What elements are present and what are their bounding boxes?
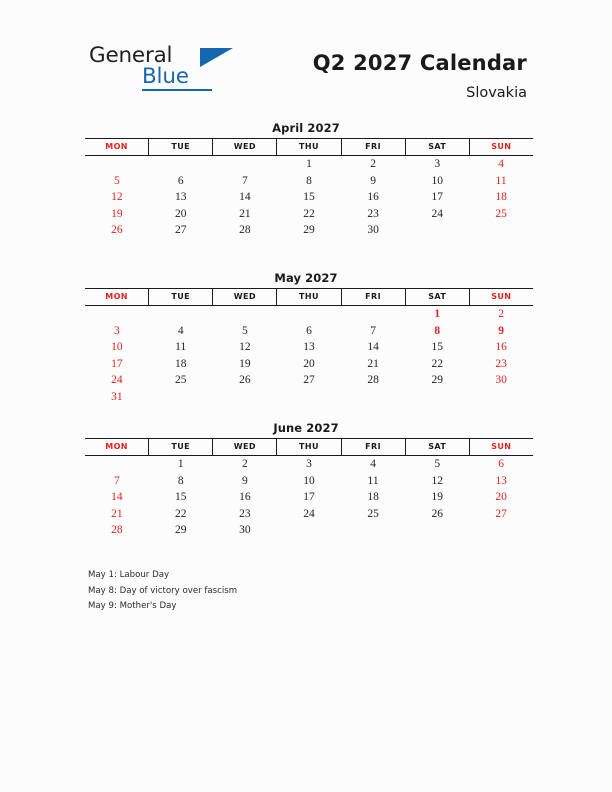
month-title: June 2027	[273, 421, 339, 435]
calendar-day-cell[interactable]: 6	[306, 324, 312, 337]
calendar-header-row	[85, 139, 533, 156]
calendar-day-cell[interactable]: 19	[111, 207, 123, 220]
calendar-day-empty	[405, 389, 469, 406]
calendar-week-row	[85, 389, 533, 406]
general-blue-logo[interactable]	[89, 44, 279, 96]
weekday-header-row	[85, 139, 533, 156]
month-block-may	[85, 270, 527, 405]
calendar-day-cell[interactable]: 29	[303, 224, 315, 236]
triangle-icon	[200, 48, 233, 67]
weekday-header-wed: WED	[213, 289, 277, 306]
weekday-header-thu: THU	[277, 439, 341, 456]
weekday-header-sat: SAT	[405, 139, 469, 156]
calendar-day-cell[interactable]: 24	[303, 507, 315, 520]
calendar-day-cell[interactable]: 1	[177, 458, 184, 470]
calendar-day-cell[interactable]: 2	[241, 458, 248, 470]
calendar-day-cell[interactable]: 7	[370, 324, 376, 337]
logo-word-blue: Blue	[142, 64, 189, 89]
calendar-day-cell[interactable]: 12	[111, 191, 123, 203]
calendar-day-cell[interactable]: 17	[431, 191, 443, 203]
calendar-day-empty	[341, 389, 405, 406]
holiday-legend-item: May 9: Mother's Day	[88, 601, 177, 611]
weekday-header-fri: FRI	[341, 139, 405, 156]
weekday-header-tue: TUE	[149, 439, 213, 456]
calendar-day-cell[interactable]: 24	[431, 207, 443, 220]
calendar-day-cell[interactable]: 31	[111, 390, 123, 403]
weekday-header-thu: THU	[277, 139, 341, 156]
calendar-day-cell[interactable]: 13	[495, 474, 507, 487]
calendar-day-empty	[85, 456, 149, 473]
weekday-header-sun: SUN	[469, 139, 533, 156]
calendar-week-row	[85, 456, 533, 473]
calendar-day-cell[interactable]: 1	[306, 158, 312, 170]
calendar-day-cell[interactable]: 10	[111, 341, 123, 353]
weekday-header-tue: TUE	[149, 139, 213, 156]
calendar-week-row	[85, 306, 533, 323]
weekday-header-mon: MON	[85, 439, 149, 456]
calendar-body	[85, 456, 533, 539]
calendar-day-cell[interactable]: 23	[239, 507, 251, 520]
calendar-day-cell[interactable]: 6	[177, 174, 184, 187]
weekday-header-fri: FRI	[341, 439, 405, 456]
calendar-day-cell[interactable]: 16	[239, 491, 251, 503]
calendar-day-cell[interactable]: 8	[177, 474, 184, 487]
calendar-day-cell[interactable]: 6	[498, 458, 504, 470]
calendar-day-cell[interactable]: 2	[370, 158, 376, 170]
calendar-day-cell[interactable]: 22	[431, 357, 443, 370]
calendar-day-cell[interactable]: 5	[434, 458, 441, 470]
calendar-day-cell[interactable]: 4	[177, 324, 184, 337]
calendar-week-row	[85, 356, 533, 373]
calendar-day-cell[interactable]: 3	[113, 324, 120, 337]
logo-word-general: General	[89, 43, 173, 68]
calendar-day-empty	[405, 522, 469, 539]
calendar-day-empty	[85, 156, 149, 173]
calendar-week-row	[85, 156, 533, 173]
calendar-day-cell[interactable]: 12	[431, 474, 443, 487]
calendar-day-cell[interactable]: 29	[174, 524, 187, 536]
calendar-day-cell[interactable]: 2	[498, 308, 504, 320]
calendar-day-cell[interactable]: 28	[111, 524, 123, 536]
calendar-day-cell[interactable]: 10	[431, 174, 443, 187]
calendar-day-cell[interactable]: 13	[303, 341, 315, 353]
calendar-day-empty	[213, 156, 277, 173]
month-title: April 2027	[272, 121, 340, 135]
month-title: May 2027	[274, 271, 338, 285]
calendar-week-row	[85, 189, 533, 206]
weekday-header-thu: THU	[277, 289, 341, 306]
weekday-header-mon: MON	[85, 289, 149, 306]
calendar-day-empty	[149, 156, 213, 173]
calendar-week-row	[85, 222, 533, 239]
calendar-day-cell[interactable]: 15	[431, 341, 443, 353]
calendar-day-empty	[405, 222, 469, 239]
calendar-day-cell[interactable]: 9	[498, 324, 504, 337]
calendar-day-cell[interactable]: 26	[111, 224, 123, 236]
calendar-day-cell[interactable]: 14	[239, 191, 251, 203]
calendar-day-cell[interactable]: 19	[239, 357, 251, 370]
calendar-day-empty	[341, 522, 405, 539]
page-subtitle-country: Slovakia	[466, 85, 527, 101]
calendar-day-cell[interactable]: 30	[239, 524, 251, 536]
calendar-week-row	[85, 473, 533, 490]
calendar-day-empty	[277, 306, 341, 323]
calendar-day-cell[interactable]: 8	[434, 324, 441, 337]
calendar-day-cell[interactable]: 3	[306, 458, 312, 470]
calendar-day-cell[interactable]: 30	[495, 374, 507, 386]
calendar-day-cell[interactable]: 20	[303, 357, 315, 370]
calendar-day-empty	[469, 389, 533, 406]
calendar-day-cell[interactable]: 25	[495, 207, 507, 220]
holiday-legend	[88, 568, 518, 615]
calendar-day-cell[interactable]: 23	[495, 357, 507, 370]
calendar-week-row	[85, 522, 533, 539]
calendar-table	[85, 438, 533, 539]
page-title: Q2 2027 Calendar	[312, 51, 527, 75]
calendar-week-row	[85, 173, 533, 190]
calendar-table	[85, 288, 533, 405]
holiday-legend-item: May 1: Labour Day	[88, 570, 170, 580]
weekday-header-sun: SUN	[469, 289, 533, 306]
calendar-day-cell[interactable]: 24	[111, 374, 123, 386]
calendar-day-cell[interactable]: 17	[303, 491, 315, 503]
calendar-day-cell[interactable]: 11	[367, 474, 379, 487]
calendar-day-cell[interactable]: 7	[241, 174, 248, 187]
calendar-week-row	[85, 339, 533, 356]
calendar-day-cell[interactable]: 14	[111, 491, 123, 503]
calendar-day-cell[interactable]: 5	[241, 324, 248, 337]
calendar-day-cell[interactable]: 9	[241, 474, 248, 487]
calendar-day-cell[interactable]: 26	[431, 507, 443, 520]
calendar-body	[85, 156, 533, 239]
calendar-header-row	[85, 289, 533, 306]
calendar-day-cell[interactable]: 27	[495, 507, 507, 520]
calendar-day-cell[interactable]: 4	[498, 158, 504, 170]
calendar-day-empty	[149, 306, 213, 323]
calendar-week-row	[85, 489, 533, 506]
calendar-day-cell[interactable]: 15	[174, 491, 187, 503]
calendar-day-cell[interactable]: 27	[303, 374, 315, 386]
calendar-day-empty	[213, 306, 277, 323]
calendar-day-cell[interactable]: 28	[367, 374, 379, 386]
calendar-day-cell[interactable]: 29	[431, 374, 443, 386]
calendar-day-cell[interactable]: 1	[434, 308, 441, 320]
calendar-day-cell[interactable]: 13	[174, 191, 187, 203]
calendar-day-cell[interactable]: 12	[239, 341, 251, 353]
page-header	[0, 0, 612, 112]
calendar-week-row	[85, 372, 533, 389]
calendar-day-cell[interactable]: 27	[174, 224, 187, 236]
calendar-week-row	[85, 206, 533, 223]
calendar-day-cell[interactable]: 5	[113, 174, 120, 187]
calendar-day-cell[interactable]: 21	[111, 507, 123, 520]
weekday-header-sat: SAT	[405, 289, 469, 306]
calendar-day-empty	[85, 306, 149, 323]
calendar-day-empty	[341, 306, 405, 323]
calendar-day-empty	[277, 522, 341, 539]
weekday-header-fri: FRI	[341, 289, 405, 306]
calendar-day-cell[interactable]: 18	[495, 191, 507, 203]
calendar-day-cell[interactable]: 17	[111, 357, 123, 370]
calendar-day-cell[interactable]: 20	[174, 207, 187, 220]
weekday-header-sun: SUN	[469, 439, 533, 456]
calendar-day-cell[interactable]: 16	[367, 191, 379, 203]
calendar-day-cell[interactable]: 8	[306, 174, 312, 187]
weekday-header-sat: SAT	[405, 439, 469, 456]
weekday-header-wed: WED	[213, 439, 277, 456]
calendar-day-cell[interactable]: 11	[175, 341, 187, 353]
calendar-day-cell[interactable]: 23	[367, 207, 379, 220]
calendar-day-cell[interactable]: 18	[367, 491, 379, 503]
calendar-day-cell[interactable]: 4	[370, 458, 376, 470]
calendar-day-empty	[149, 389, 213, 406]
calendar-day-cell[interactable]: 25	[174, 374, 187, 386]
calendar-day-cell[interactable]: 7	[113, 474, 120, 487]
calendar-day-cell[interactable]: 26	[239, 374, 251, 386]
calendar-day-cell[interactable]: 9	[370, 174, 376, 187]
logo-underline	[142, 89, 212, 91]
calendar-day-cell[interactable]: 22	[303, 207, 315, 220]
month-block-april	[85, 120, 527, 239]
calendar-day-cell[interactable]: 3	[434, 158, 441, 170]
calendar-header-row	[85, 439, 533, 456]
calendar-day-cell[interactable]: 16	[495, 341, 507, 353]
calendar-day-empty	[213, 389, 277, 406]
calendar-day-empty	[469, 222, 533, 239]
calendar-day-cell[interactable]: 15	[303, 191, 315, 203]
calendar-day-cell[interactable]: 30	[367, 224, 379, 236]
holiday-legend-item: May 8: Day of victory over fascism	[88, 585, 238, 596]
calendar-day-cell[interactable]: 20	[495, 491, 507, 503]
calendar-week-row	[85, 506, 533, 523]
calendar-day-cell[interactable]: 21	[239, 207, 251, 220]
weekday-header-wed: WED	[213, 139, 277, 156]
calendar-day-cell[interactable]: 21	[367, 357, 379, 370]
calendar-day-cell[interactable]: 14	[367, 341, 379, 353]
calendar-day-cell[interactable]: 25	[367, 507, 379, 520]
weekday-header-tue: TUE	[149, 289, 213, 306]
calendar-body	[85, 306, 533, 406]
month-block-june	[85, 420, 527, 539]
calendar-day-cell[interactable]: 19	[431, 491, 443, 503]
calendar-day-cell[interactable]: 28	[239, 224, 251, 236]
calendar-week-row	[85, 323, 533, 340]
weekday-header-row	[85, 439, 533, 456]
weekday-header-row	[85, 289, 533, 306]
calendar-day-empty	[469, 522, 533, 539]
calendar-table	[85, 138, 533, 239]
calendar-day-cell[interactable]: 11	[495, 174, 507, 187]
calendar-day-cell[interactable]: 18	[174, 357, 187, 370]
calendar-day-empty	[277, 389, 341, 406]
calendar-day-cell[interactable]: 22	[174, 507, 187, 520]
title-block	[313, 50, 527, 104]
calendar-day-cell[interactable]: 10	[303, 474, 315, 487]
weekday-header-mon: MON	[85, 139, 149, 156]
